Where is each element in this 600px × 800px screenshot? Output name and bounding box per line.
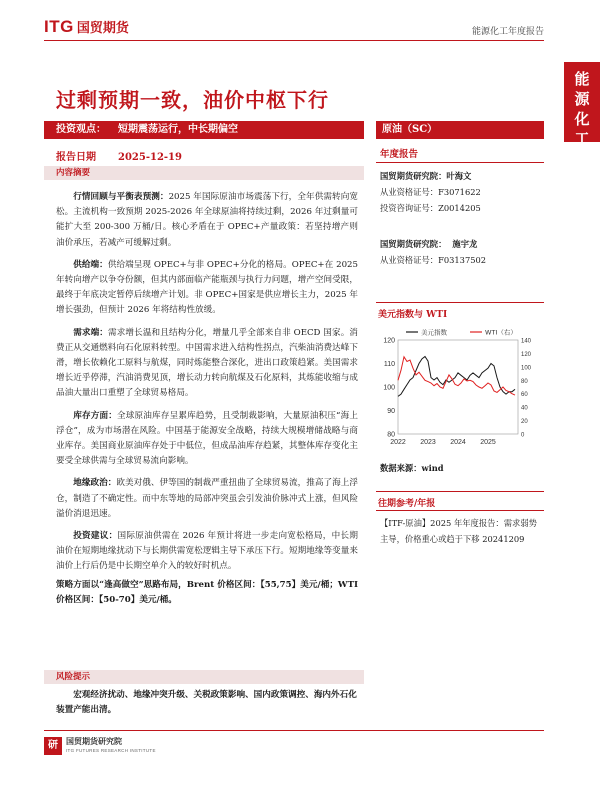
paragraph-lead: 需求端： <box>73 327 109 338</box>
paragraph-geopolitics <box>56 476 358 522</box>
y-right-tick-label: 60 <box>521 392 528 399</box>
view-label: 投资观点： <box>56 124 106 135</box>
y-right-tick-label: 20 <box>521 419 528 426</box>
data-source: 数据来源：wind <box>380 463 444 473</box>
x-tick-label: 2022 <box>390 439 406 446</box>
paragraph-text: 需求增长温和且结构分化，增量几乎全部来自非 OECD 国家。消费正从交通燃料向石化原料转型。中国需求进入结构性拐点，汽柴油消费达峰下滑，增长依赖化工原料与航煤，同时炼能整合深化，进出口政策趋紧。美国需求增长近乎停滞，汽油消费见顶，增长动力转向航煤及石化原料，其炼能收缩与成品油大量出口重塑了全球贸易格局。 <box>56 327 358 399</box>
paragraph-demand <box>56 326 358 402</box>
y-left-tick-label: 80 <box>387 431 395 439</box>
right-divider <box>376 510 544 511</box>
y-right-tick-label: 120 <box>521 351 532 358</box>
y-right-tick-label: 0 <box>521 432 525 439</box>
analyst-name: 叶海文 <box>446 171 472 181</box>
paragraph-lead: 供给端： <box>73 259 108 270</box>
analyst-org: 国贸期货研究院： <box>380 239 447 249</box>
x-tick-label: 2023 <box>420 439 436 446</box>
right-divider <box>376 162 544 163</box>
analyst-org: 国贸期货研究院： <box>380 171 447 181</box>
footer-logo-mark: 研 <box>44 737 62 755</box>
report-date-value: 2025-12-19 <box>118 152 182 163</box>
header-divider <box>44 40 544 41</box>
paragraph-text: 欧美对俄、伊等国的制裁严重扭曲了全球贸易流，推高了海上浮仓，制造了不确定性。而中东等地的局部冲突虽会引发油价脉冲式上涨，但风险溢价消退迅速。 <box>56 478 358 519</box>
paragraph-text: 2025 年国际原油市场震荡下行，全年供需转向宽松。主流机构一致预期 2025-2026 年全球原油将持续过剩，2026 年过剩量可能扩大至 200-300 万桶/日。核心矛盾在于 OPEC+产量政策：若坚持增产则油价承压，若减产可缓解过剩。 <box>56 192 358 248</box>
report-type: 能源化工年度报告 <box>471 27 544 37</box>
brand-logo <box>44 17 129 37</box>
strategy-text: 策略方面以“逢高做空”思路布局，Brent 价格区间：【55,75】美元/桶；WTI 价格区间：【50-70】美元/桶。 <box>56 579 358 605</box>
report-date-label: 报告日期 <box>56 152 96 163</box>
paragraph-advice <box>56 529 358 575</box>
analyst-name: 施宇龙 <box>452 239 478 249</box>
summary-header: 内容摘要 <box>44 166 364 180</box>
sector-tab-label: 能 源 化 工 <box>574 70 590 148</box>
series-line-0 <box>398 357 515 397</box>
view-text: 短期震荡运行，中长期偏空 <box>118 124 238 135</box>
analyst-cert: 从业资格证号：F03137502 <box>380 255 487 265</box>
paragraph-lead: 地缘政治： <box>73 478 117 489</box>
brand-logo-cn: 国贸期货 <box>76 21 129 36</box>
view-bar <box>44 121 364 139</box>
risk-header: 风险提示 <box>44 670 364 684</box>
legend-label-1: WTI（右） <box>485 328 517 337</box>
page-title: 过剩预期一致，油价中枢下行 <box>56 88 329 112</box>
brand-logo-latin: ITG <box>44 17 74 36</box>
y-left-tick-label: 100 <box>383 384 395 392</box>
x-tick-label: 2024 <box>450 439 466 446</box>
paragraph-lead: 行情回顾与平衡表预测： <box>73 192 169 202</box>
footer-logo-cn: 国贸期货研究院 <box>66 737 122 746</box>
y-left-tick-label: 110 <box>383 361 395 368</box>
right-divider <box>376 302 544 303</box>
footer-divider <box>44 730 544 731</box>
y-right-tick-label: 100 <box>521 365 532 372</box>
report-date <box>56 148 182 163</box>
analyst-card <box>380 168 481 216</box>
x-tick-label: 2025 <box>480 439 496 446</box>
y-right-tick-label: 140 <box>521 338 532 345</box>
y-left-tick-label: 120 <box>383 337 395 345</box>
paragraph-lead: 库存方面： <box>73 410 117 421</box>
past-report-link[interactable]: 【ITF-原油】2025 年年度报告：需求弱势主导，价格重心或趋于下移 20241209 <box>380 518 537 544</box>
analyst-cert: 投资咨询证号：Z0014205 <box>380 203 481 213</box>
footer-logo-en: ITG FUTURES RESEARCH INSTITUTE <box>66 748 156 753</box>
sector-tab <box>564 62 600 148</box>
y-right-tick-label: 80 <box>521 378 528 385</box>
y-right-tick-label: 40 <box>521 405 528 412</box>
right-divider <box>376 491 544 492</box>
paragraph-text: 供给端呈现 OPEC+与非 OPEC+分化的格局。OPEC+在 2025 年转向增产以争夺份额，但其内部面临产能瓶颈与执行力问题，增产空间受限，最终于年底决定暂停后续增产计划。非 OPEC+国家是供应增长主力，2025 年增长强劲，但预计 2026 年将结构性放缓。 <box>56 259 358 316</box>
legend-label-0: 美元指数 <box>421 328 447 337</box>
report-kind: 年度报告 <box>380 149 419 160</box>
chart-title: 美元指数与 WTI <box>378 310 448 320</box>
paragraph-inventory <box>56 409 358 470</box>
past-reports-header: 往期参考/年报 <box>378 499 436 509</box>
analyst-cert: 从业资格证号：F3071622 <box>380 187 481 197</box>
paragraph-text: 国际原油供需在 2026 年预计将进一步走向宽松格局，中长期油价在短期地缘扰动下与长期供需宽松逻辑主导下承压下行。短期地缘等变量来油价上行后仍是中长期空单介入的较好时机点。 <box>56 531 358 572</box>
analyst-card <box>380 236 486 268</box>
footer-logo <box>44 737 156 755</box>
paragraph-text: 全球原油库存呈累库趋势，且受制裁影响，大量原油积压“海上浮仓”，成为市场潜在风险。中国基于能源安全战略，持续大规模增储战略与商业库存。美国商业原油库存处于中低位，但成品油库存趋紧，其整体库存变化主要受全球供需与全球贸易流向影响。 <box>56 410 358 467</box>
paragraph-review <box>56 190 358 251</box>
paragraph-lead: 投资建议： <box>73 531 118 542</box>
y-left-tick-label: 90 <box>387 408 395 415</box>
summary-body <box>56 190 358 615</box>
paragraph-supply <box>56 258 358 319</box>
risk-text: 宏观经济扰动、地缘冲突升级、关税政策影响、国内政策调控、海内外石化装置产能出清。 <box>56 690 357 716</box>
product-bar: 原油（SC） <box>376 121 544 139</box>
usd-wti-chart <box>372 322 544 454</box>
